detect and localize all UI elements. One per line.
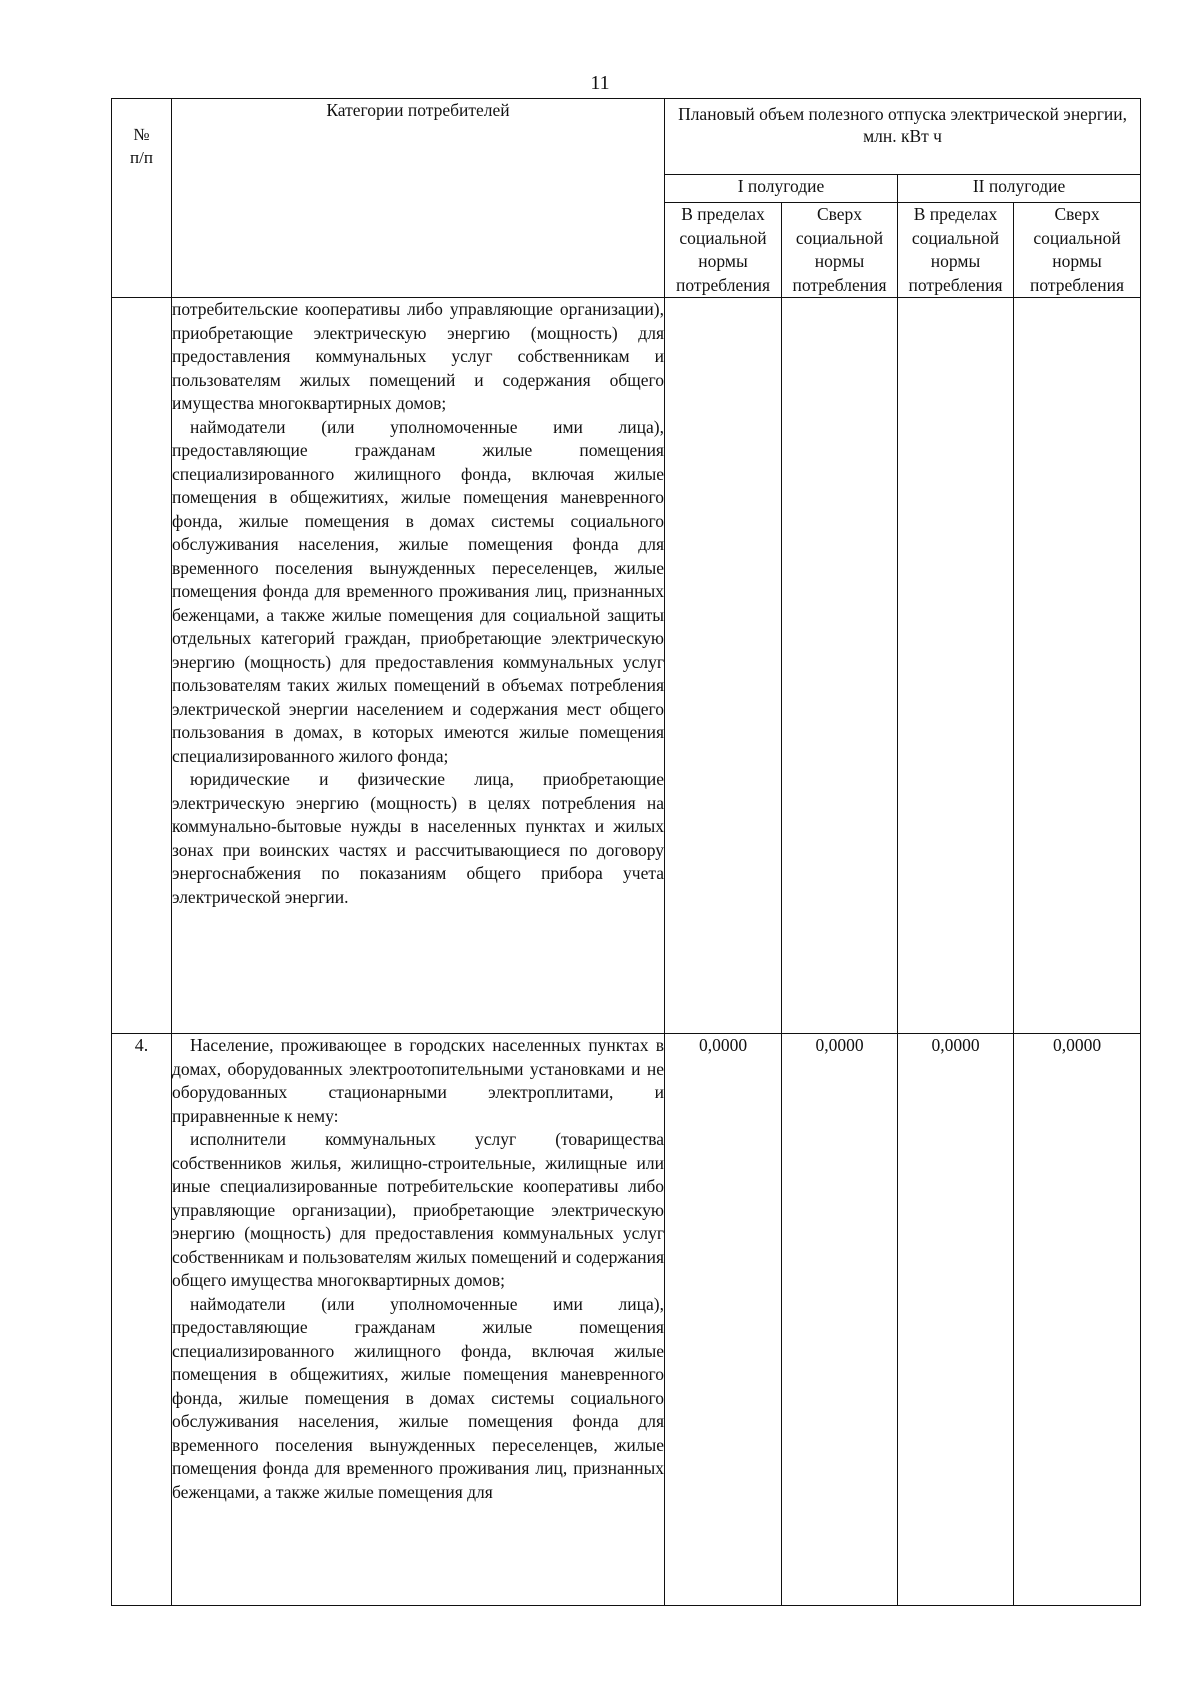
- page-number: 11: [590, 72, 610, 94]
- header-unit-label: млн. кВт ч: [863, 126, 942, 146]
- subheader-h1-within: В пределах социальной нормы потребления: [665, 203, 782, 298]
- subheader-h1-over: Сверх социальной нормы потребления: [782, 203, 898, 298]
- header-half1: I полугодие: [665, 175, 898, 203]
- category-paragraph: Население, проживающее в городских населенных пунктах в домах, оборудованных электроотопительными установками и не оборудованных стационарными электроплитами, и приравненные к нему:: [172, 1035, 664, 1126]
- category-paragraph: наймодатели (или уполномоченные ими лица), предоставляющие гражданам жилые помещения специализированного жилищного фонда, включая жилые помещения в общежитиях, жилые помещения маневренного фонда, жилые помещения в домах системы социального обслуживания населения, жилые помещения фонда для временного поселения вынужденных переселенцев, жилые помещения фонда для временного проживания лиц, признанных беженцами, а также жилые помещения для социальной защиты отдельных категорий граждан, приобретающие электрическую энергию (мощность) для предоставления коммунальных услуг пользователям таких жилых помещений в объемах потребления электрической энергии населением и содержания мест общего пользования в домах, в которых имеются жилые помещения специализированного жилого фонда;: [172, 416, 664, 766]
- row-number: [112, 298, 172, 1034]
- table-row: [112, 298, 1141, 1034]
- category-paragraph: потребительские кооперативы либо управляющие организации), приобретающие электрическую энергию (мощность) для предоставления коммунальных услуг собственникам и пользователям жилых помещений и содержания общего имущества многоквартирных домов;: [172, 299, 664, 413]
- value-h1-over: [782, 298, 898, 1034]
- value-h2-over: [1014, 298, 1141, 1034]
- category-paragraph: юридические и физические лица, приобретающие электрическую энергию (мощность) в целях потребления на коммунально-бытовые нужды в населенных пунктах и жилых зонах при воинских частях и рассчитывающиеся по договору энергоснабжения по показаниям общего прибора учета электрической энергии.: [172, 769, 664, 907]
- value-h1-within: 0,0000: [665, 1034, 782, 1606]
- header-number-cell: [112, 99, 172, 298]
- value-h2-within: 0,0000: [898, 1034, 1014, 1606]
- header-plan-label: Плановый объем полезного отпуска электрической энергии,: [678, 104, 1127, 124]
- category-paragraph: наймодатели (или уполномоченные ими лица), предоставляющие гражданам жилые помещения специализированного жилищного фонда, включая жилые помещения в общежитиях, жилые помещения маневренного фонда, жилые помещения в домах системы социального обслуживания населения, жилые помещения фонда для временного поселения вынужденных переселенцев, жилые помещения фонда для временного проживания лиц, признанных беженцами, а также жилые помещения для: [172, 1293, 664, 1502]
- subheader-h2-over: Сверх социальной нормы потребления: [1014, 203, 1141, 298]
- header-number-label: № п/п: [130, 124, 153, 167]
- table-row: [112, 1034, 1141, 1606]
- subheader-h2-within: В пределах социальной нормы потребления: [898, 203, 1014, 298]
- row-number: 4.: [112, 1034, 172, 1606]
- row-category-text: [172, 298, 665, 1034]
- header-category-cell: [172, 99, 665, 298]
- consumption-table: [111, 98, 1141, 1606]
- header-plan-cell: [665, 99, 1141, 175]
- value-h2-within: [898, 298, 1014, 1034]
- value-h1-over: 0,0000: [782, 1034, 898, 1606]
- category-paragraph: исполнители коммунальных услуг (товарищества собственников жилья, жилищно-строительные, жилищные или иные специализированные потребительские кооперативы либо управляющие организации), приобретающие электрическую энергию (мощность) для предоставления коммунальных услуг собственникам и пользователям жилых помещений и содержания общего имущества многоквартирных домов;: [172, 1129, 664, 1290]
- value-h2-over: 0,0000: [1014, 1034, 1141, 1606]
- row-category-text: [172, 1034, 665, 1606]
- value-h1-within: [665, 298, 782, 1034]
- header-half2: II полугодие: [898, 175, 1141, 203]
- header-category-label: Категории потребителей: [326, 100, 510, 120]
